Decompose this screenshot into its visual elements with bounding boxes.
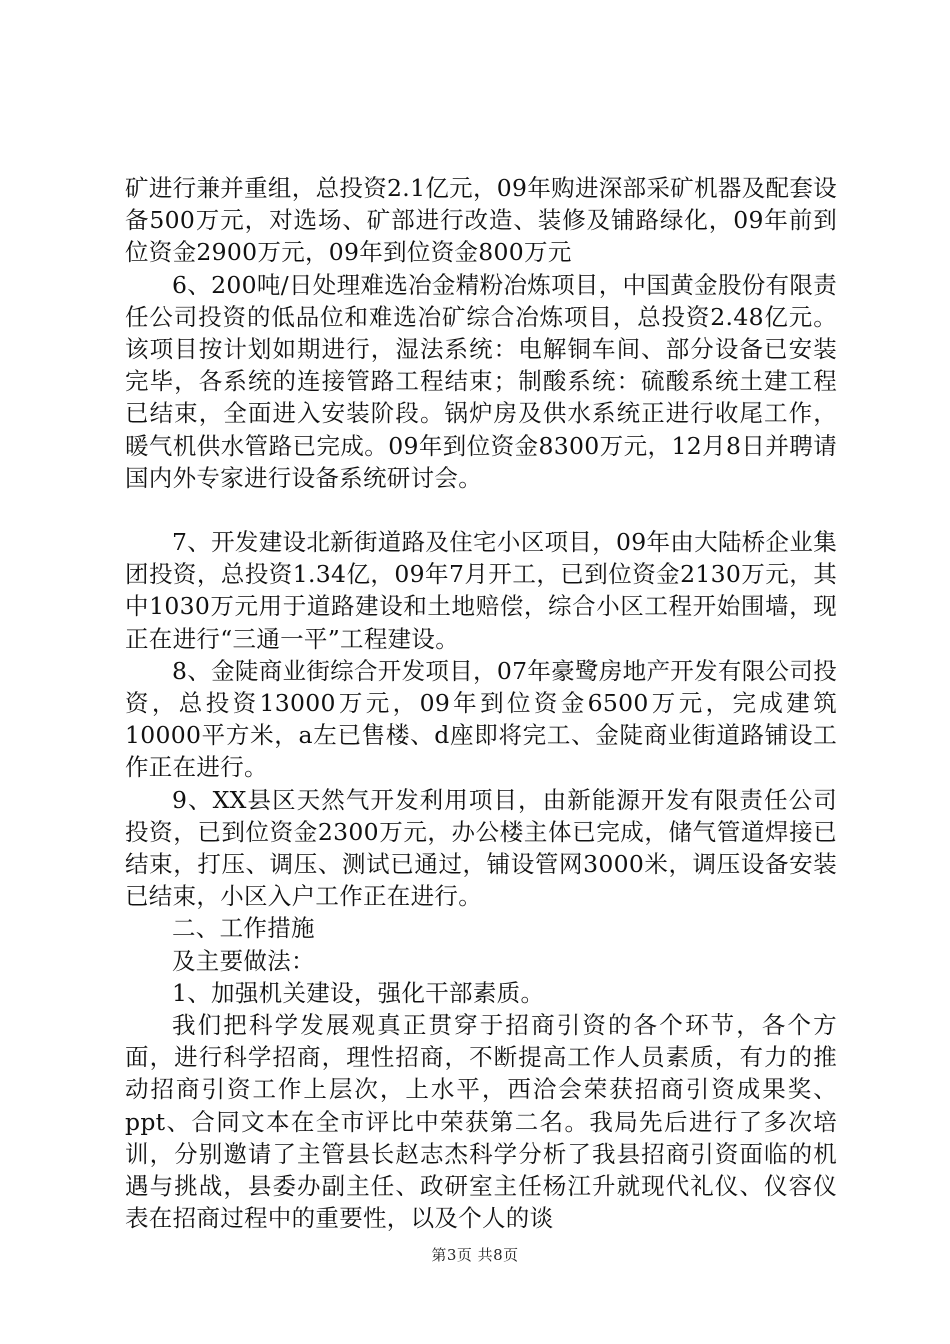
paragraph-body-1: 我们把科学发展观真正贯穿于招商引资的各个环节，各个方面，进行科学招商，理性招商，不断提高工作人员素质，有力的推动招商引资工作上层次，上水平，西洽会荣获招商引资成果奖、ppt、合同文本在全市评比中荣获第二名。我局先后进行了多次培训，分别邀请了主管县长赵志杰科学分析了我县招商引资面临的机遇与挑战，县委办副主任、政研室主任杨江升就现代礼仪、仪容仪表在招商过程中的重要性，以及个人的谈 [125,1011,837,1233]
paragraph-item-7: 7、开发建设北新街道路及住宅小区项目，09年由大陆桥企业集团投资，总投资1.34亿，09年7月开工，已到位资金2130万元，其中1030万元用于道路建设和土地赔偿，综合小区工程开始围墙，现正在进行“三通一平”工程建设。 [125,528,837,653]
paragraph-item-8: 8、金陡商业街综合开发项目，07年豪鹭房地产开发有限公司投资，总投资13000万元，09年到位资金6500万元，完成建筑10000平方米，a左已售楼、d座即将完工、金陡商业街道路铺设工作正在进行。 [125,656,837,782]
section-heading-continued: 及主要做法： [172,946,315,975]
paragraph-gap [125,494,837,526]
section-heading: 二、工作措施 [172,914,315,943]
paragraph-item-6: 6、200吨/日处理难选冶金精粉冶炼项目，中国黄金股份有限责任公司投资的低品位和难选冶矿综合冶炼项目，总投资2.48亿元。该项目按计划如期进行，湿法系统：电解铜车间、部分设备已安装完毕，各系统的连接管路工程结束；制酸系统：硫酸系统土建工程已结束，全面进入安装阶段。锅炉房及供水系统正进行收尾工作，暖气机供水管路已完成。09年到位资金8300万元，12月8日并聘请国内外专家进行设备系统研讨会。 [125,270,837,492]
paragraph-item-9: 9、XX县区天然气开发利用项目，由新能源开发有限责任公司投资，已到位资金2300万元，办公楼主体已完成，储气管道焊接已结束，打压、调压、测试已通过，铺设管网3000米，调压设备安装已结束，小区入户工作正在进行。 [125,785,837,911]
paragraph-continuation: 矿进行兼并重组，总投资2.1亿元，09年购进深部采矿机器及配套设备500万元，对选场、矿部进行改造、装修及铺路绿化，09年前到位资金2900万元，09年到位资金800万元 [125,174,837,267]
subheading-1: 1、加强机关建设，强化干部素质。 [172,978,545,1007]
document-body [125,172,837,1235]
page-footer: 第3页 共8页 [431,1246,519,1264]
